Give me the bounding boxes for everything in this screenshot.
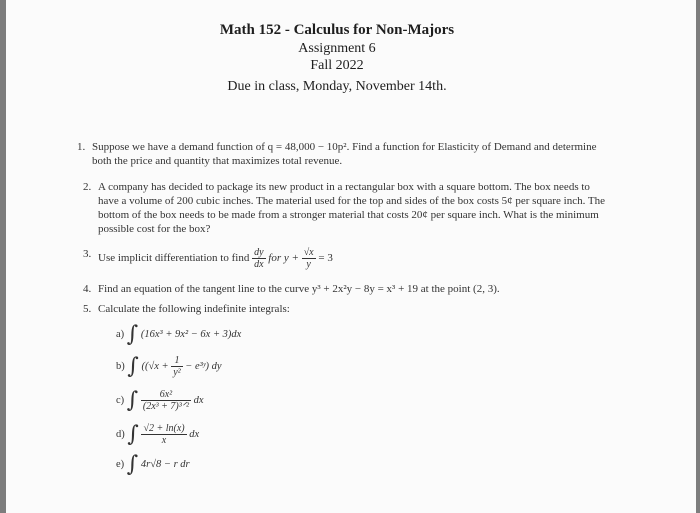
problem-text: Calculate the following indefinite integrals: <box>98 303 290 315</box>
assignment-number: Assignment 6 <box>298 41 376 56</box>
problem-text: Find an equation of the tangent line to the curve y³ + 2x²y − 8y = x³ + 19 at the point (2, 3). <box>98 283 500 295</box>
assignment-header <box>6 20 668 95</box>
integral-c: c) ∫ $\frac{\text{6x²}}{\text{(2x³ + 7)³ᐟ²}}$ dx <box>116 388 204 413</box>
integral-sign-icon: ∫ <box>126 452 139 477</box>
problem-3: 3. Use implicit differentiation to find $\frac{dy}{dx}$ for y + $\frac{√x}{y}$ = 3 <box>83 247 333 270</box>
assignment-page <box>6 0 696 513</box>
term: Fall 2022 <box>310 58 364 73</box>
problem-number: 5. <box>83 303 92 315</box>
problem-number: 3. <box>83 248 92 260</box>
problem-5 <box>83 302 618 316</box>
due-date: Due in class, Monday, November 14th. <box>227 79 447 94</box>
integral-d: d) ∫ $\frac{√2 + \ln(x)}{x}$ dx <box>116 422 200 447</box>
problem-text: Use implicit differentiation to find <box>98 252 250 265</box>
integral-sign-icon: ∫ <box>127 422 139 447</box>
problem-number: 1. <box>77 141 86 153</box>
dy-dx-fraction: $\frac{dy}{dx}$ <box>254 247 264 270</box>
problem-number: 4. <box>83 283 92 295</box>
integral-e: e) ∫ 4r√8 − r dr <box>116 452 190 477</box>
integral-a: a) ∫ (16x³ + 9x² − 6x + 3)dx <box>116 322 242 347</box>
integral-sign-icon: ∫ <box>127 354 139 379</box>
problem-text: Suppose we have a demand function of q = 48,000 − 10p². Find a function for Elasticity of Demand and determine both the price and quantity that maximizes total revenue. <box>92 141 597 167</box>
integral-b: b) ∫ ((√x + $\frac{1}{\text{y²}}$ − e³ʸ) dy <box>116 354 222 379</box>
problem-2 <box>83 180 610 236</box>
problem-4 <box>83 282 618 296</box>
problem-number: 2. <box>83 181 92 193</box>
course-title: Math 152 - Calculus for Non-Majors <box>219 22 455 38</box>
sqrt-x-over-y-fraction: $\frac{√x}{y}$ <box>303 247 314 270</box>
problem-text: A company has decided to package its new product in a rectangular box with a square bottom. The box needs to have a volume of 200 cubic inches. The material used for the top and sides of the box costs 5¢ per square inch. The bottom of the box needs to be made from a stronger material that costs 20¢ per square inch. What is the minimum possible cost for the box? <box>98 181 605 235</box>
integral-sign-icon: ∫ <box>126 322 139 347</box>
integral-sign-icon: ∫ <box>126 388 139 413</box>
problem-1 <box>77 140 612 168</box>
